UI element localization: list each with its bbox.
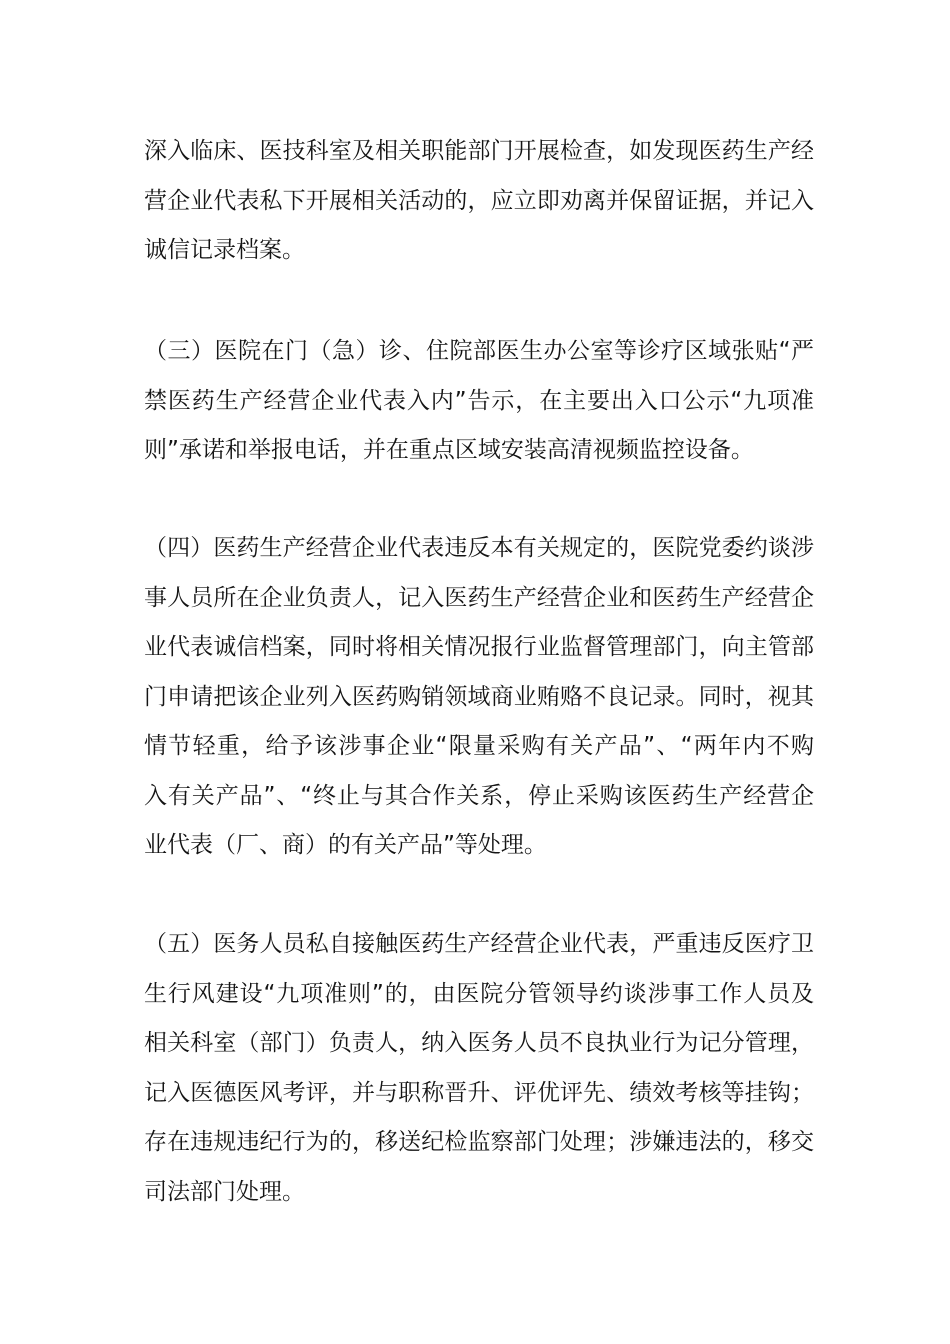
- text-line: 入有关产品”、“终止与其合作关系，停止采购该医药生产经营企: [144, 782, 814, 809]
- paragraph-item-5: [144, 920, 814, 1217]
- text-line: （四）医药生产经营企业代表违反本有关规定的，医院党委约谈涉: [144, 535, 814, 561]
- text-line: 相关科室（部门）负责人，纳入医务人员不良执业行为记分管理，: [144, 1030, 814, 1056]
- paragraph-item-4: [144, 524, 814, 871]
- text-line: 存在违规违纪行为的，移送纪检监察部门处理；涉嫌违法的，移交: [144, 1129, 814, 1155]
- text-line: 司法部门处理。: [144, 1178, 305, 1205]
- text-line: 生行风建设“九项准则”的，由医院分管领导约谈涉事工作人员及: [144, 980, 814, 1007]
- text-line: 情节轻重，给予该涉事企业“限量采购有关产品”、“两年内不购: [144, 733, 814, 759]
- text-line: 业代表（厂、商）的有关产品”等处理。: [144, 832, 547, 858]
- text-line: 业代表诚信档案，同时将相关情况报行业监督管理部门，向主管部: [144, 634, 814, 660]
- text-line: 诚信记录档案。: [144, 237, 305, 263]
- text-line: 营企业代表私下开展相关活动的，应立即劝离并保留证据，并记入: [144, 187, 814, 214]
- text-line: 门申请把该企业列入医药购销领域商业贿赂不良记录。同时，视其: [144, 683, 814, 710]
- paragraph-inspection: [144, 127, 814, 276]
- text-line: 禁医药生产经营企业代表入内”告示，在主要出入口公示“九项准: [144, 387, 814, 414]
- paragraph-item-3: [144, 327, 814, 476]
- text-line: 则”承诺和举报电话，并在重点区域安装高清视频监控设备。: [144, 437, 754, 463]
- text-line: 深入临床、医技科室及相关职能部门开展检查，如发现医药生产经: [144, 138, 814, 164]
- text-line: 事人员所在企业负责人，记入医药生产经营企业和医药生产经营企: [144, 584, 814, 611]
- text-line: （三）医院在门（急）诊、住院部医生办公室等诊疗区域张贴“严: [144, 338, 814, 364]
- text-line: （五）医务人员私自接触医药生产经营企业代表，严重违反医疗卫: [144, 931, 814, 957]
- text-line: 记入医德医风考评，并与职称晋升、评优评先、绩效考核等挂钩；: [144, 1079, 814, 1106]
